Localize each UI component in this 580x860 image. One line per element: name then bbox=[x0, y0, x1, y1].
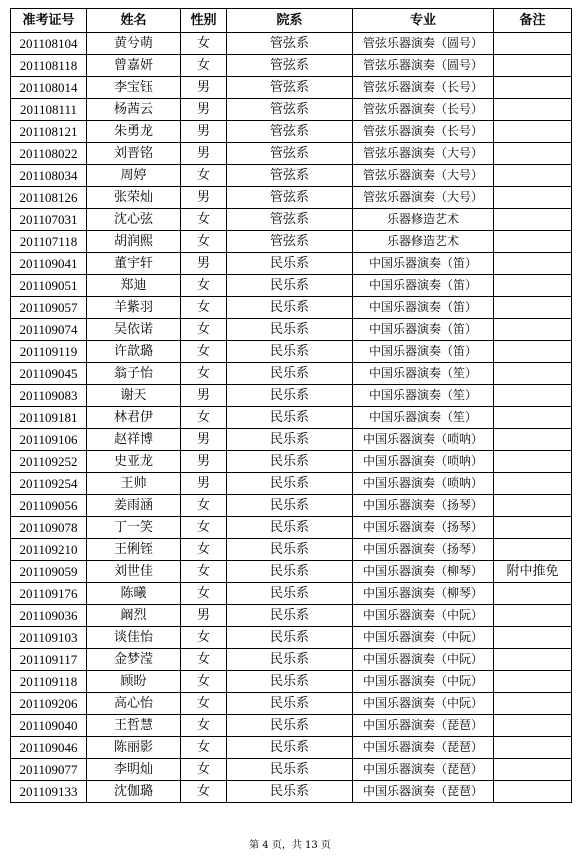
cell-name: 金梦滢 bbox=[87, 649, 181, 671]
cell-name: 阚烈 bbox=[87, 605, 181, 627]
cell-name: 朱勇龙 bbox=[87, 121, 181, 143]
cell-major: 中国乐器演奏（柳琴） bbox=[353, 583, 494, 605]
cell-department: 民乐系 bbox=[227, 605, 353, 627]
cell-gender: 男 bbox=[181, 385, 227, 407]
cell-note bbox=[494, 649, 572, 671]
table-row bbox=[11, 605, 572, 627]
cell-note bbox=[494, 275, 572, 297]
cell-exam-id: 201109133 bbox=[11, 781, 87, 803]
cell-gender: 男 bbox=[181, 77, 227, 99]
cell-exam-id: 201109041 bbox=[11, 253, 87, 275]
cell-major: 中国乐器演奏（中阮） bbox=[353, 649, 494, 671]
cell-exam-id: 201109040 bbox=[11, 715, 87, 737]
cell-note bbox=[494, 759, 572, 781]
cell-note bbox=[494, 671, 572, 693]
cell-major: 中国乐器演奏（琵琶） bbox=[353, 759, 494, 781]
cell-note bbox=[494, 55, 572, 77]
cell-note bbox=[494, 473, 572, 495]
cell-gender: 女 bbox=[181, 539, 227, 561]
cell-department: 民乐系 bbox=[227, 583, 353, 605]
cell-gender: 男 bbox=[181, 473, 227, 495]
cell-name: 王俐铚 bbox=[87, 539, 181, 561]
cell-exam-id: 201109056 bbox=[11, 495, 87, 517]
cell-exam-id: 201109059 bbox=[11, 561, 87, 583]
header-note: 备注 bbox=[494, 9, 572, 33]
cell-name: 翁子怡 bbox=[87, 363, 181, 385]
cell-gender: 女 bbox=[181, 209, 227, 231]
cell-gender: 男 bbox=[181, 451, 227, 473]
cell-department: 民乐系 bbox=[227, 407, 353, 429]
cell-name: 许歆璐 bbox=[87, 341, 181, 363]
cell-department: 民乐系 bbox=[227, 781, 353, 803]
table-row bbox=[11, 253, 572, 275]
cell-department: 民乐系 bbox=[227, 429, 353, 451]
table-row bbox=[11, 187, 572, 209]
cell-name: 顾盼 bbox=[87, 671, 181, 693]
cell-name: 郑迪 bbox=[87, 275, 181, 297]
cell-gender: 男 bbox=[181, 99, 227, 121]
table-row bbox=[11, 33, 572, 55]
header-exam-id: 准考证号 bbox=[11, 9, 87, 33]
table-row bbox=[11, 99, 572, 121]
cell-department: 管弦系 bbox=[227, 99, 353, 121]
cell-name: 曾嘉妍 bbox=[87, 55, 181, 77]
cell-note bbox=[494, 121, 572, 143]
cell-note bbox=[494, 77, 572, 99]
cell-note bbox=[494, 187, 572, 209]
cell-exam-id: 201109057 bbox=[11, 297, 87, 319]
cell-major: 乐器修造艺术 bbox=[353, 209, 494, 231]
cell-exam-id: 201109252 bbox=[11, 451, 87, 473]
cell-major: 中国乐器演奏（柳琴） bbox=[353, 561, 494, 583]
cell-note bbox=[494, 209, 572, 231]
table-row bbox=[11, 627, 572, 649]
cell-note bbox=[494, 407, 572, 429]
cell-gender: 女 bbox=[181, 671, 227, 693]
cell-note bbox=[494, 429, 572, 451]
cell-gender: 女 bbox=[181, 341, 227, 363]
cell-name: 李明灿 bbox=[87, 759, 181, 781]
table-row bbox=[11, 407, 572, 429]
cell-major: 中国乐器演奏（中阮） bbox=[353, 671, 494, 693]
table-row bbox=[11, 429, 572, 451]
table-row bbox=[11, 121, 572, 143]
table-row bbox=[11, 715, 572, 737]
cell-exam-id: 201109074 bbox=[11, 319, 87, 341]
cell-major: 中国乐器演奏（笙） bbox=[353, 363, 494, 385]
cell-exam-id: 201109103 bbox=[11, 627, 87, 649]
cell-gender: 女 bbox=[181, 55, 227, 77]
cell-department: 民乐系 bbox=[227, 627, 353, 649]
cell-department: 民乐系 bbox=[227, 517, 353, 539]
cell-exam-id: 201109117 bbox=[11, 649, 87, 671]
cell-department: 民乐系 bbox=[227, 693, 353, 715]
cell-exam-id: 201109176 bbox=[11, 583, 87, 605]
cell-note bbox=[494, 495, 572, 517]
cell-major: 中国乐器演奏（笛） bbox=[353, 319, 494, 341]
table-row bbox=[11, 693, 572, 715]
cell-major: 中国乐器演奏（唢呐） bbox=[353, 451, 494, 473]
cell-note bbox=[494, 165, 572, 187]
cell-gender: 女 bbox=[181, 781, 227, 803]
cell-name: 董宇轩 bbox=[87, 253, 181, 275]
cell-note bbox=[494, 715, 572, 737]
cell-name: 周婷 bbox=[87, 165, 181, 187]
cell-note bbox=[494, 143, 572, 165]
cell-gender: 男 bbox=[181, 143, 227, 165]
cell-exam-id: 201109036 bbox=[11, 605, 87, 627]
cell-exam-id: 201107031 bbox=[11, 209, 87, 231]
cell-gender: 女 bbox=[181, 297, 227, 319]
cell-department: 民乐系 bbox=[227, 561, 353, 583]
cell-department: 管弦系 bbox=[227, 143, 353, 165]
table-body bbox=[11, 33, 572, 803]
cell-name: 赵祥博 bbox=[87, 429, 181, 451]
cell-department: 民乐系 bbox=[227, 275, 353, 297]
cell-major: 中国乐器演奏（琵琶） bbox=[353, 715, 494, 737]
cell-gender: 女 bbox=[181, 737, 227, 759]
table-row bbox=[11, 451, 572, 473]
cell-gender: 女 bbox=[181, 275, 227, 297]
table-row bbox=[11, 561, 572, 583]
cell-department: 管弦系 bbox=[227, 33, 353, 55]
table-row bbox=[11, 143, 572, 165]
table-row bbox=[11, 759, 572, 781]
table-row bbox=[11, 671, 572, 693]
cell-major: 中国乐器演奏（唢呐） bbox=[353, 429, 494, 451]
page-number: 第 4 页，共 13 页 bbox=[249, 840, 331, 851]
cell-department: 民乐系 bbox=[227, 671, 353, 693]
cell-department: 民乐系 bbox=[227, 319, 353, 341]
cell-gender: 男 bbox=[181, 429, 227, 451]
cell-note bbox=[494, 99, 572, 121]
cell-exam-id: 201109083 bbox=[11, 385, 87, 407]
cell-name: 沈伽璐 bbox=[87, 781, 181, 803]
cell-name: 刘世佳 bbox=[87, 561, 181, 583]
cell-note bbox=[494, 363, 572, 385]
cell-name: 王帅 bbox=[87, 473, 181, 495]
cell-exam-id: 201108111 bbox=[11, 99, 87, 121]
cell-major: 中国乐器演奏（笛） bbox=[353, 297, 494, 319]
cell-name: 黄兮萌 bbox=[87, 33, 181, 55]
cell-department: 管弦系 bbox=[227, 231, 353, 253]
cell-name: 史亚龙 bbox=[87, 451, 181, 473]
cell-name: 刘晋铭 bbox=[87, 143, 181, 165]
cell-name: 李宝钰 bbox=[87, 77, 181, 99]
cell-name: 沈心弦 bbox=[87, 209, 181, 231]
cell-exam-id: 201109181 bbox=[11, 407, 87, 429]
cell-exam-id: 201109210 bbox=[11, 539, 87, 561]
cell-gender: 女 bbox=[181, 165, 227, 187]
cell-gender: 女 bbox=[181, 319, 227, 341]
table-row bbox=[11, 363, 572, 385]
table-row bbox=[11, 209, 572, 231]
cell-gender: 女 bbox=[181, 583, 227, 605]
cell-name: 林君伊 bbox=[87, 407, 181, 429]
cell-major: 中国乐器演奏（扬琴） bbox=[353, 517, 494, 539]
cell-major: 管弦乐器演奏（大号） bbox=[353, 143, 494, 165]
cell-gender: 女 bbox=[181, 231, 227, 253]
cell-major: 管弦乐器演奏（圆号） bbox=[353, 33, 494, 55]
cell-name: 张荣灿 bbox=[87, 187, 181, 209]
table-row bbox=[11, 319, 572, 341]
cell-note bbox=[494, 583, 572, 605]
table-row bbox=[11, 495, 572, 517]
cell-department: 管弦系 bbox=[227, 165, 353, 187]
cell-gender: 男 bbox=[181, 121, 227, 143]
cell-major: 中国乐器演奏（扬琴） bbox=[353, 495, 494, 517]
cell-department: 管弦系 bbox=[227, 187, 353, 209]
header-department: 院系 bbox=[227, 9, 353, 33]
cell-gender: 女 bbox=[181, 363, 227, 385]
cell-note bbox=[494, 33, 572, 55]
cell-note bbox=[494, 517, 572, 539]
cell-name: 杨茜云 bbox=[87, 99, 181, 121]
table-row bbox=[11, 55, 572, 77]
cell-exam-id: 201109206 bbox=[11, 693, 87, 715]
cell-department: 民乐系 bbox=[227, 715, 353, 737]
cell-exam-id: 201109046 bbox=[11, 737, 87, 759]
cell-exam-id: 201109254 bbox=[11, 473, 87, 495]
cell-department: 民乐系 bbox=[227, 649, 353, 671]
table-row bbox=[11, 781, 572, 803]
cell-note bbox=[494, 451, 572, 473]
cell-gender: 女 bbox=[181, 517, 227, 539]
cell-department: 民乐系 bbox=[227, 473, 353, 495]
table-row bbox=[11, 737, 572, 759]
admission-table bbox=[10, 8, 572, 803]
cell-department: 民乐系 bbox=[227, 737, 353, 759]
table-row bbox=[11, 517, 572, 539]
table-row bbox=[11, 539, 572, 561]
cell-gender: 女 bbox=[181, 715, 227, 737]
cell-exam-id: 201108121 bbox=[11, 121, 87, 143]
cell-department: 民乐系 bbox=[227, 297, 353, 319]
cell-note bbox=[494, 385, 572, 407]
cell-exam-id: 201107118 bbox=[11, 231, 87, 253]
cell-exam-id: 201108118 bbox=[11, 55, 87, 77]
table-row bbox=[11, 649, 572, 671]
cell-department: 民乐系 bbox=[227, 253, 353, 275]
cell-department: 管弦系 bbox=[227, 55, 353, 77]
cell-major: 中国乐器演奏（中阮） bbox=[353, 693, 494, 715]
cell-major: 中国乐器演奏（笙） bbox=[353, 407, 494, 429]
cell-exam-id: 201109119 bbox=[11, 341, 87, 363]
cell-department: 民乐系 bbox=[227, 539, 353, 561]
cell-major: 中国乐器演奏（笛） bbox=[353, 341, 494, 363]
cell-gender: 男 bbox=[181, 605, 227, 627]
cell-name: 谈佳怡 bbox=[87, 627, 181, 649]
table-row bbox=[11, 297, 572, 319]
cell-department: 民乐系 bbox=[227, 363, 353, 385]
cell-exam-id: 201108104 bbox=[11, 33, 87, 55]
cell-gender: 女 bbox=[181, 495, 227, 517]
cell-name: 陈曦 bbox=[87, 583, 181, 605]
cell-note bbox=[494, 231, 572, 253]
cell-major: 乐器修造艺术 bbox=[353, 231, 494, 253]
cell-gender: 女 bbox=[181, 759, 227, 781]
cell-name: 高心怡 bbox=[87, 693, 181, 715]
cell-gender: 男 bbox=[181, 253, 227, 275]
cell-name: 丁一笑 bbox=[87, 517, 181, 539]
cell-exam-id: 201109106 bbox=[11, 429, 87, 451]
header-major: 专业 bbox=[353, 9, 494, 33]
cell-major: 中国乐器演奏（中阮） bbox=[353, 605, 494, 627]
table-row bbox=[11, 77, 572, 99]
cell-major: 管弦乐器演奏（长号） bbox=[353, 77, 494, 99]
cell-exam-id: 201108014 bbox=[11, 77, 87, 99]
cell-exam-id: 201109077 bbox=[11, 759, 87, 781]
table-row bbox=[11, 385, 572, 407]
cell-note bbox=[494, 539, 572, 561]
cell-exam-id: 201109118 bbox=[11, 671, 87, 693]
cell-major: 管弦乐器演奏（圆号） bbox=[353, 55, 494, 77]
cell-name: 胡润熙 bbox=[87, 231, 181, 253]
cell-major: 中国乐器演奏（琵琶） bbox=[353, 737, 494, 759]
cell-department: 管弦系 bbox=[227, 209, 353, 231]
table-row bbox=[11, 165, 572, 187]
cell-major: 管弦乐器演奏（大号） bbox=[353, 165, 494, 187]
cell-department: 管弦系 bbox=[227, 77, 353, 99]
cell-exam-id: 201109045 bbox=[11, 363, 87, 385]
cell-name: 羊紫羽 bbox=[87, 297, 181, 319]
cell-name: 王哲慧 bbox=[87, 715, 181, 737]
cell-gender: 女 bbox=[181, 693, 227, 715]
cell-major: 中国乐器演奏（唢呐） bbox=[353, 473, 494, 495]
cell-department: 民乐系 bbox=[227, 341, 353, 363]
cell-note bbox=[494, 605, 572, 627]
cell-department: 民乐系 bbox=[227, 495, 353, 517]
cell-name: 吴依诺 bbox=[87, 319, 181, 341]
cell-exam-id: 201108034 bbox=[11, 165, 87, 187]
cell-note bbox=[494, 319, 572, 341]
cell-note bbox=[494, 737, 572, 759]
header-name: 姓名 bbox=[87, 9, 181, 33]
cell-major: 管弦乐器演奏（大号） bbox=[353, 187, 494, 209]
cell-name: 陈丽影 bbox=[87, 737, 181, 759]
cell-gender: 女 bbox=[181, 627, 227, 649]
cell-department: 民乐系 bbox=[227, 759, 353, 781]
cell-exam-id: 201109051 bbox=[11, 275, 87, 297]
table-row bbox=[11, 275, 572, 297]
cell-name: 姜雨涵 bbox=[87, 495, 181, 517]
cell-exam-id: 201109078 bbox=[11, 517, 87, 539]
header-row bbox=[11, 9, 572, 33]
cell-department: 民乐系 bbox=[227, 385, 353, 407]
table-row bbox=[11, 341, 572, 363]
table-row bbox=[11, 231, 572, 253]
cell-major: 中国乐器演奏（琵琶） bbox=[353, 781, 494, 803]
cell-note bbox=[494, 253, 572, 275]
cell-gender: 女 bbox=[181, 649, 227, 671]
table-row bbox=[11, 583, 572, 605]
cell-name: 谢天 bbox=[87, 385, 181, 407]
cell-major: 中国乐器演奏（笙） bbox=[353, 385, 494, 407]
cell-department: 民乐系 bbox=[227, 451, 353, 473]
cell-note bbox=[494, 627, 572, 649]
cell-major: 中国乐器演奏（扬琴） bbox=[353, 539, 494, 561]
cell-major: 中国乐器演奏（中阮） bbox=[353, 627, 494, 649]
cell-major: 中国乐器演奏（笛） bbox=[353, 275, 494, 297]
cell-note bbox=[494, 781, 572, 803]
cell-note bbox=[494, 341, 572, 363]
cell-gender: 男 bbox=[181, 187, 227, 209]
cell-exam-id: 201108022 bbox=[11, 143, 87, 165]
table-row bbox=[11, 473, 572, 495]
cell-major: 管弦乐器演奏（长号） bbox=[353, 99, 494, 121]
cell-note: 附中推免 bbox=[494, 561, 572, 583]
cell-gender: 女 bbox=[181, 33, 227, 55]
cell-note bbox=[494, 693, 572, 715]
header-gender: 性别 bbox=[181, 9, 227, 33]
cell-department: 管弦系 bbox=[227, 121, 353, 143]
cell-major: 管弦乐器演奏（长号） bbox=[353, 121, 494, 143]
cell-gender: 女 bbox=[181, 407, 227, 429]
cell-note bbox=[494, 297, 572, 319]
cell-exam-id: 201108126 bbox=[11, 187, 87, 209]
cell-major: 中国乐器演奏（笛） bbox=[353, 253, 494, 275]
cell-gender: 女 bbox=[181, 561, 227, 583]
